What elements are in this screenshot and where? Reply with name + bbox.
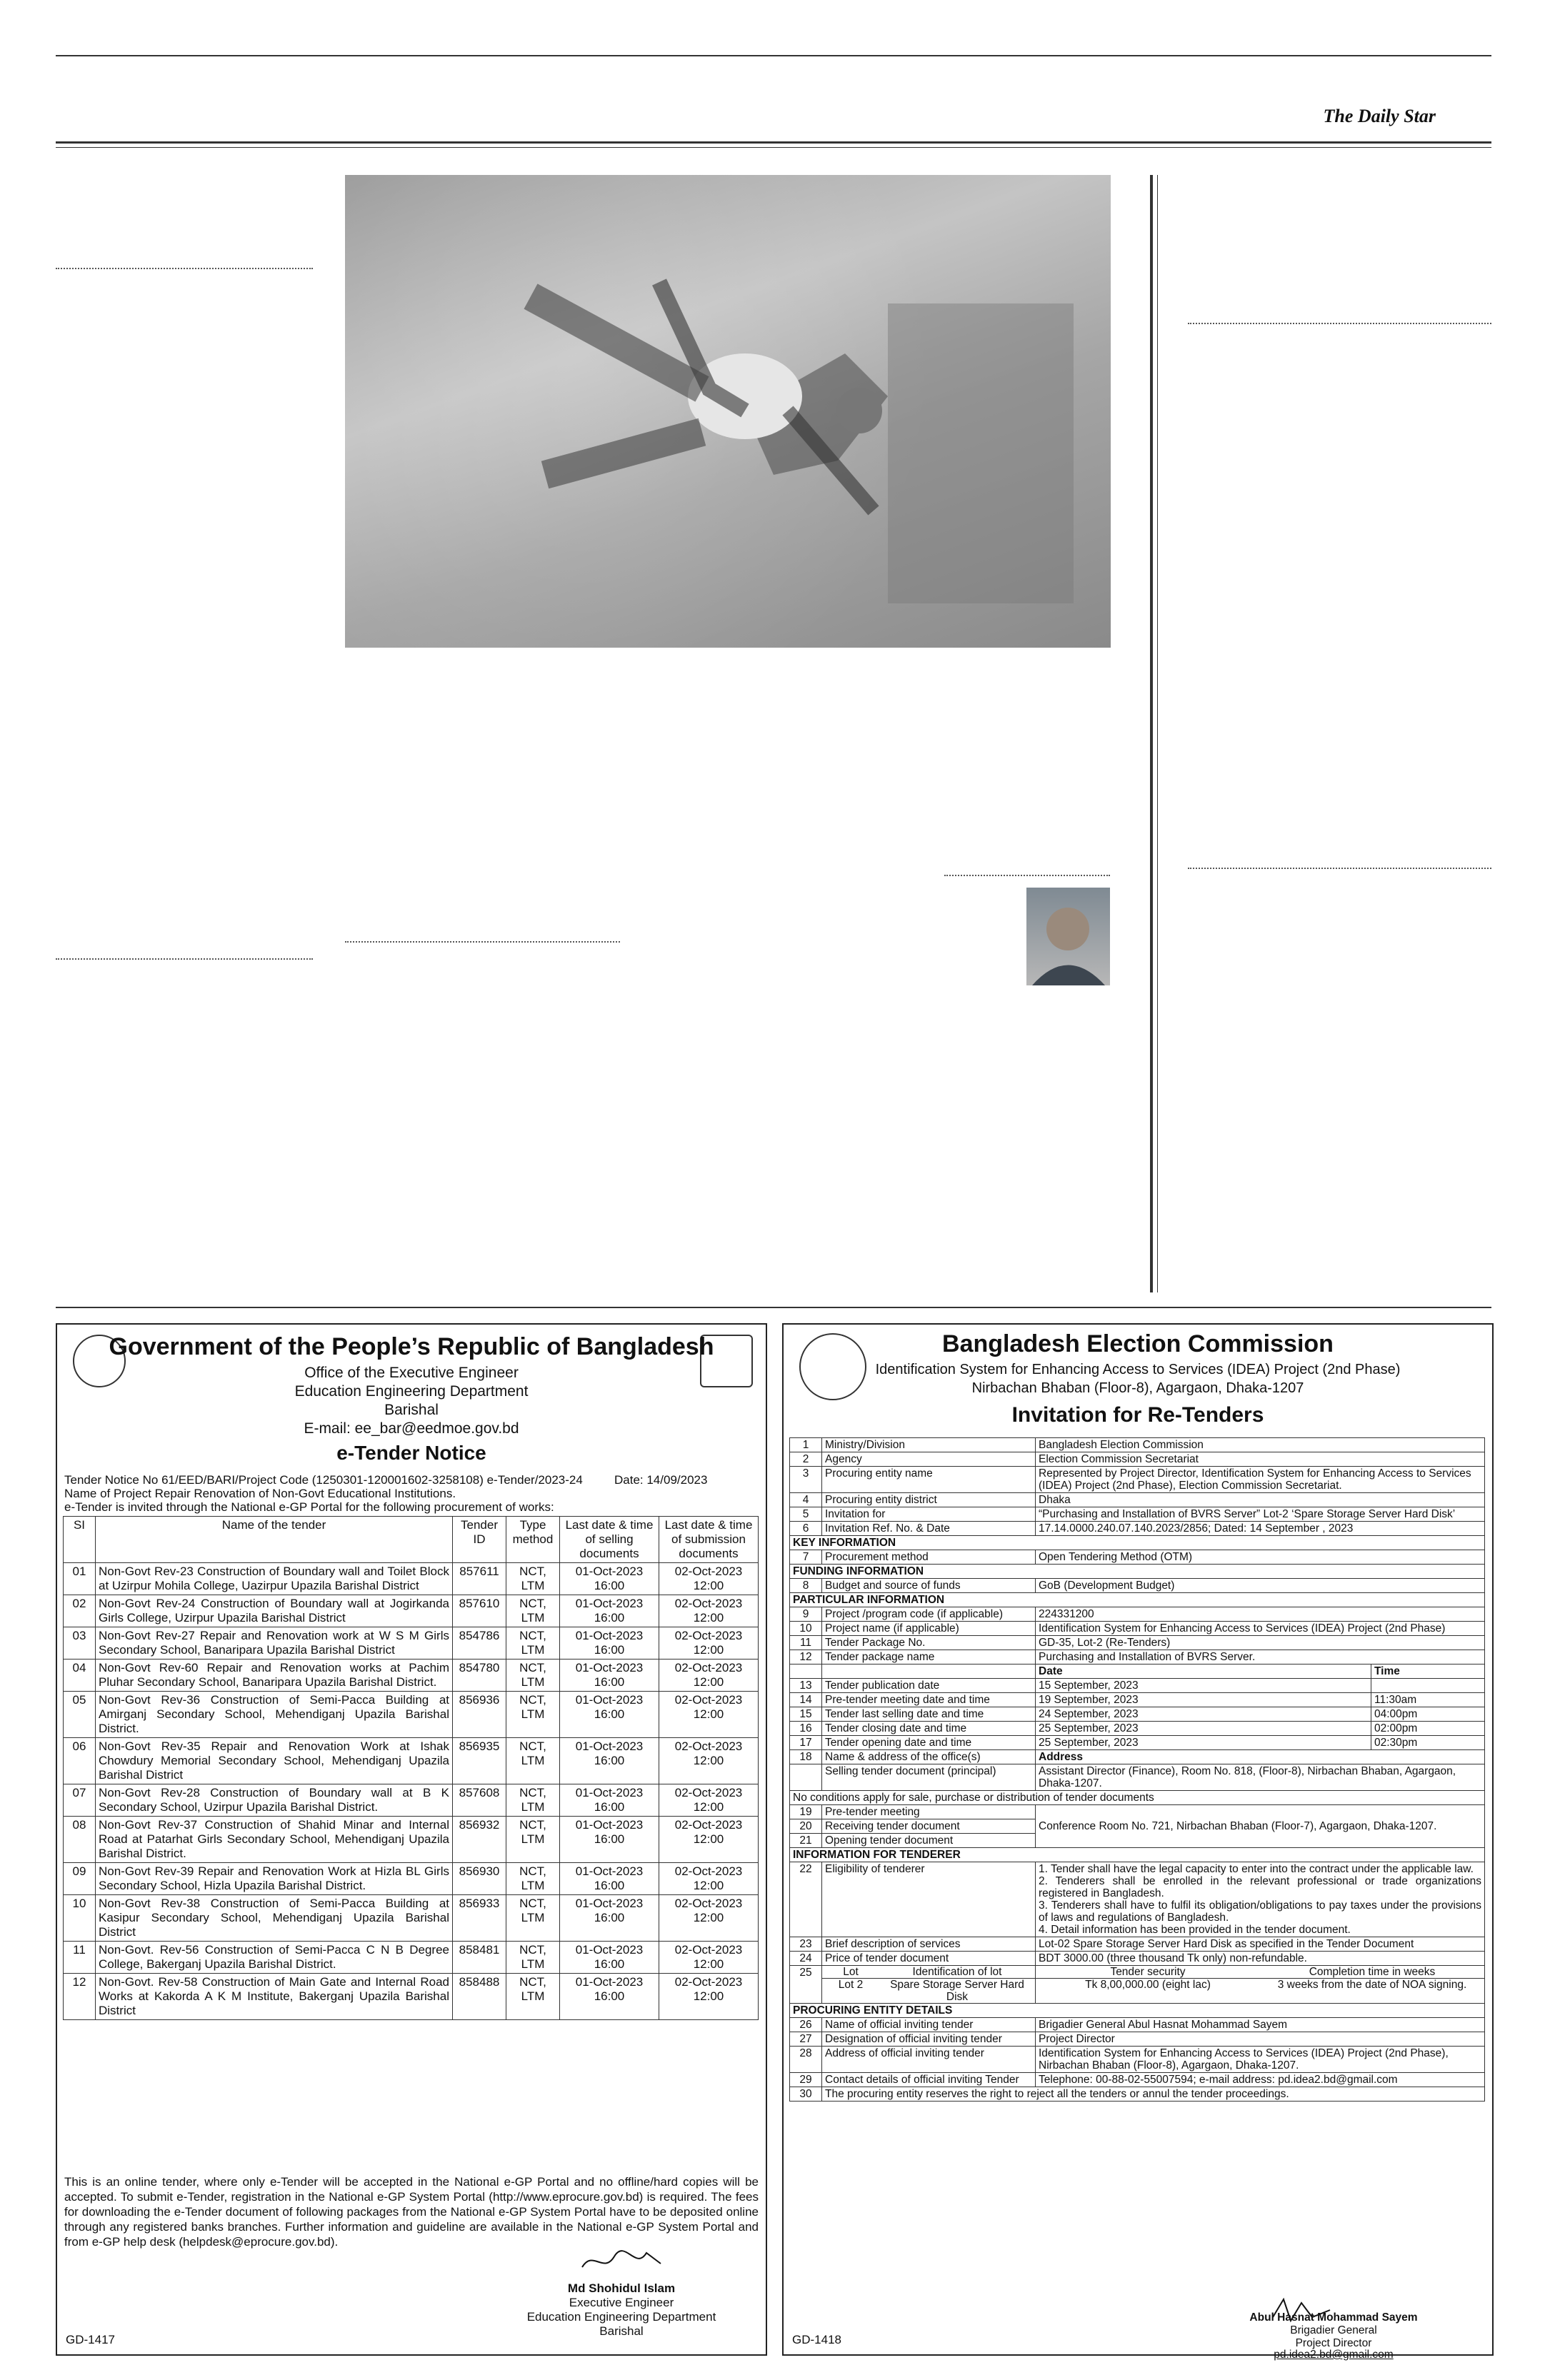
cell-si: 09 bbox=[64, 1863, 96, 1895]
cell-type: NCT, LTM bbox=[506, 1738, 560, 1784]
cell-name: Non-Govt Rev-36 Construction of Semi-Pacca Building at Amirganj Secondary School, Mehendiganj Upazila Barishal District. bbox=[96, 1692, 453, 1738]
table-row bbox=[790, 1452, 1485, 1467]
cell-si: 11 bbox=[64, 1942, 96, 1974]
table-row bbox=[790, 1937, 1485, 1952]
table-cell: Designation of official inviting tender bbox=[822, 2032, 1036, 2047]
cell-id: 857610 bbox=[453, 1595, 506, 1627]
table-row bbox=[790, 1707, 1485, 1722]
table-row bbox=[790, 1565, 1485, 1579]
office-line: Barishal bbox=[384, 1402, 439, 1418]
table-cell: 25 September, 2023 bbox=[1036, 1736, 1371, 1750]
table-cell: 8 bbox=[790, 1579, 822, 1593]
table-cell: 2 bbox=[790, 1452, 822, 1467]
eligibility-item: 2. Tenderers shall be enrolled in the relevant professional or trade organizations registered in Bangladesh. bbox=[1039, 1875, 1481, 1899]
cell-name: Non-Govt Rev-39 Repair and Renovation Work at Hizla BL Girls Secondary School, Hizla Upazila Barishal District. bbox=[96, 1863, 453, 1895]
column-divider bbox=[1188, 323, 1491, 324]
ad-subline: Identification System for Enhancing Access to Services (IDEA) Project (2nd Phase) bbox=[875, 1362, 1401, 1377]
table-cell: Invitation for bbox=[822, 1507, 1036, 1522]
table-cell: 14 bbox=[790, 1693, 822, 1707]
table-row bbox=[790, 1862, 1485, 1937]
table-row bbox=[790, 1750, 1485, 1764]
table-cell: Ministry/Division bbox=[822, 1438, 1036, 1452]
table-cell: Lot-02 Spare Storage Server Hard Disk as specified in the Tender Document bbox=[1036, 1937, 1485, 1952]
office-line: Office of the Executive Engineer bbox=[304, 1365, 519, 1381]
table-cell: Election Commission Secretariat bbox=[1036, 1452, 1485, 1467]
signature bbox=[579, 2246, 664, 2278]
cell-id: 857611 bbox=[453, 1563, 506, 1595]
cell-si: 03 bbox=[64, 1627, 96, 1660]
table-cell: 18 bbox=[790, 1750, 822, 1764]
table-cell: 11 bbox=[790, 1636, 822, 1650]
cell-sub: 02-Oct-2023 12:00 bbox=[659, 1817, 759, 1863]
table-cell: 224331200 bbox=[1036, 1607, 1485, 1622]
table-cell: 26 bbox=[790, 2018, 822, 2032]
table-cell bbox=[790, 1764, 822, 1791]
cell-type: NCT, LTM bbox=[506, 1692, 560, 1738]
ad-title: Bangladesh Election Commission bbox=[942, 1330, 1334, 1357]
table-cell: 11:30am bbox=[1371, 1693, 1484, 1707]
cell-sell: 01-Oct-2023 16:00 bbox=[560, 1863, 659, 1895]
table-cell: GoB (Development Budget) bbox=[1036, 1579, 1485, 1593]
section-heading: KEY INFORMATION bbox=[790, 1536, 1485, 1550]
table-cell bbox=[1036, 1966, 1485, 1979]
table-row bbox=[790, 1593, 1485, 1607]
lot-cell: Lot 2 bbox=[838, 1979, 864, 1991]
cell-sell: 01-Oct-2023 16:00 bbox=[560, 1692, 659, 1738]
cell-si: 06 bbox=[64, 1738, 96, 1784]
cell-si: 02 bbox=[64, 1595, 96, 1627]
table-cell bbox=[822, 1966, 1036, 1979]
table-row bbox=[790, 1805, 1485, 1819]
cell-type: NCT, LTM bbox=[506, 1942, 560, 1974]
column-divider bbox=[345, 941, 620, 943]
table-cell: “Purchasing and Installation of BVRS Server” Lot-2 ‘Spare Storage Server Hard Disk’ bbox=[1036, 1507, 1485, 1522]
signer-line: Project Director bbox=[1295, 2337, 1372, 2349]
vertical-rule-thin bbox=[1157, 175, 1158, 1292]
table-cell: 17 bbox=[790, 1736, 822, 1750]
table-cell: 15 bbox=[790, 1707, 822, 1722]
cell-id: 856932 bbox=[453, 1817, 506, 1863]
section-heading: PARTICULAR INFORMATION bbox=[790, 1593, 1485, 1607]
cell-sub: 02-Oct-2023 12:00 bbox=[659, 1942, 759, 1974]
table-row bbox=[64, 1660, 759, 1692]
table-cell bbox=[822, 1979, 1036, 2004]
table-cell: 12 bbox=[790, 1650, 822, 1665]
cell-sub: 02-Oct-2023 12:00 bbox=[659, 1974, 759, 2020]
table-cell: 15 September, 2023 bbox=[1036, 1679, 1371, 1693]
table-cell: Project name (if applicable) bbox=[822, 1622, 1036, 1636]
table-cell: Agency bbox=[822, 1452, 1036, 1467]
table-cell: 21 bbox=[790, 1834, 822, 1848]
table-cell: Budget and source of funds bbox=[822, 1579, 1036, 1593]
table-cell bbox=[822, 1665, 1036, 1679]
table-cell: 24 bbox=[790, 1952, 822, 1966]
news-photo bbox=[345, 175, 1111, 648]
table-row bbox=[790, 1979, 1485, 2004]
table-cell: 5 bbox=[790, 1507, 822, 1522]
table-cell: BDT 3000.00 (three thousand Tk only) non-refundable. bbox=[1036, 1952, 1485, 1966]
table-cell: Name & address of the office(s) bbox=[822, 1750, 1036, 1764]
table-cell: 19 bbox=[790, 1805, 822, 1819]
table-row bbox=[790, 1438, 1485, 1452]
masthead-logo: The Daily Star bbox=[1323, 106, 1436, 126]
table-row bbox=[790, 2073, 1485, 2087]
table-cell: Project Director bbox=[1036, 2032, 1485, 2047]
table-row bbox=[790, 2047, 1485, 2073]
cell-type: NCT, LTM bbox=[506, 1817, 560, 1863]
ads-rule bbox=[56, 1307, 1491, 1308]
table-cell: 29 bbox=[790, 2073, 822, 2087]
lot-header: Completion time in weeks bbox=[1309, 1966, 1436, 1978]
cell-si: 12 bbox=[64, 1974, 96, 2020]
table-cell: Date bbox=[1036, 1665, 1371, 1679]
cell-id: 858488 bbox=[453, 1974, 506, 2020]
notice-date: Date: 14/09/2023 bbox=[614, 1473, 708, 1487]
table-cell: Invitation Ref. No. & Date bbox=[822, 1522, 1036, 1536]
cell-type: NCT, LTM bbox=[506, 1863, 560, 1895]
cell-name: Non-Govt Rev-28 Construction of Boundary wall at B K Secondary School, Uzirpur Upazila Barishal District. bbox=[96, 1784, 453, 1817]
table-cell: Tender last selling date and time bbox=[822, 1707, 1036, 1722]
table-cell: 13 bbox=[790, 1679, 822, 1693]
table-cell: 10 bbox=[790, 1622, 822, 1636]
table-cell: Represented by Project Director, Identification System for Enhancing Access to Services (IDEA) Project (2nd Phase), Election Commission Secretariat. bbox=[1036, 1467, 1485, 1493]
table-cell: Assistant Director (Finance), Room No. 818, (Floor-8), Nirbachan Bhaban, Agargaon, Dhaka-1207. bbox=[1036, 1764, 1485, 1791]
cell-id: 856930 bbox=[453, 1863, 506, 1895]
cell-id: 856935 bbox=[453, 1738, 506, 1784]
signer-name: Md Shohidul Islam bbox=[567, 2281, 676, 2295]
table-row bbox=[790, 1736, 1485, 1750]
table-cell: Purchasing and Installation of BVRS Server. bbox=[1036, 1650, 1485, 1665]
table-cell: 4 bbox=[790, 1493, 822, 1507]
tender-table bbox=[63, 1516, 759, 2020]
table-row bbox=[790, 1607, 1485, 1622]
signer-line: Education Engineering Department bbox=[526, 2310, 716, 2324]
column-divider bbox=[56, 268, 313, 269]
header-rule bbox=[56, 141, 1491, 144]
cell-id: 858481 bbox=[453, 1942, 506, 1974]
table-cell: Tender publication date bbox=[822, 1679, 1036, 1693]
cell-id: 856936 bbox=[453, 1692, 506, 1738]
cell-type: NCT, LTM bbox=[506, 1595, 560, 1627]
table-row bbox=[790, 1848, 1485, 1862]
table-cell: Selling tender document (principal) bbox=[822, 1764, 1036, 1791]
table-row bbox=[790, 1665, 1485, 1679]
table-cell bbox=[1371, 1679, 1484, 1693]
cell-sell: 01-Oct-2023 16:00 bbox=[560, 1595, 659, 1627]
lot-header: Lot bbox=[843, 1966, 859, 1978]
cell-sub: 02-Oct-2023 12:00 bbox=[659, 1738, 759, 1784]
ad-title: Government of the People’s Republic of Bangladesh bbox=[109, 1333, 714, 1360]
table-cell: 17.14.0000.240.07.140.2023/2856; Dated: 14 September , 2023 bbox=[1036, 1522, 1485, 1536]
eligibility-item: 4. Detail information has been provided in the tender document. bbox=[1039, 1924, 1351, 1936]
cell-name: Non-Govt. Rev-56 Construction of Semi-Pacca C N B Degree College, Bakerganj Upazila Barishal District. bbox=[96, 1942, 453, 1974]
table-row bbox=[790, 1636, 1485, 1650]
table-cell: Procuring entity district bbox=[822, 1493, 1036, 1507]
vertical-rule bbox=[1150, 175, 1153, 1292]
table-row bbox=[64, 1738, 759, 1784]
table-row bbox=[790, 1679, 1485, 1693]
lot-header: Tender security bbox=[1110, 1966, 1186, 1978]
ad-code: GD-1418 bbox=[792, 2333, 841, 2346]
cell-sub: 02-Oct-2023 12:00 bbox=[659, 1863, 759, 1895]
table-row bbox=[64, 1595, 759, 1627]
table-cell: Identification System for Enhancing Access to Services (IDEA) Project (2nd Phase), Nirbachan Bhaban (Floor-8), Agargaon, Dhaka-1207. bbox=[1036, 2047, 1485, 2073]
cell-sub: 02-Oct-2023 12:00 bbox=[659, 1784, 759, 1817]
invitation-retenders-ad bbox=[782, 1323, 1494, 2361]
table-row bbox=[790, 1579, 1485, 1593]
table-row bbox=[790, 1522, 1485, 1536]
cell-type: NCT, LTM bbox=[506, 1627, 560, 1660]
table-row bbox=[790, 1693, 1485, 1707]
cell-name: Non-Govt Rev-60 Repair and Renovation works at Pachim Pluhar Secondary School, Banaripara Upazila Barishal District. bbox=[96, 1660, 453, 1692]
cell-si: 04 bbox=[64, 1660, 96, 1692]
eligibility-item: 1. Tender shall have the legal capacity to enter into the contract under the applicable law. bbox=[1039, 1863, 1474, 1875]
table-row bbox=[790, 1467, 1485, 1493]
cell-sub: 02-Oct-2023 12:00 bbox=[659, 1595, 759, 1627]
cell-name: Non-Govt. Rev-58 Construction of Main Gate and Internal Road Works at Kakorda A K M Institute, Bakerganj Upazila Barishal District bbox=[96, 1974, 453, 2020]
table-cell: 6 bbox=[790, 1522, 822, 1536]
email-line: E-mail: ee_bar@eedmoe.gov.bd bbox=[304, 1420, 519, 1437]
table-cell: Telephone: 00-88-02-55007594; e-mail address: pd.idea2.bd@gmail.com bbox=[1036, 2073, 1485, 2087]
table-cell: 9 bbox=[790, 1607, 822, 1622]
table-header: SI Name of the tender Tender ID Type method Last date & time of selling documents Last date & time of submission documents bbox=[64, 1517, 759, 1563]
table-row bbox=[64, 1942, 759, 1974]
cell-sell: 01-Oct-2023 16:00 bbox=[560, 1974, 659, 2020]
table-cell: 27 bbox=[790, 2032, 822, 2047]
table-cell: Tender closing date and time bbox=[822, 1722, 1036, 1736]
table-cell: 22 bbox=[790, 1862, 822, 1937]
table-row bbox=[790, 1622, 1485, 1636]
table-row bbox=[64, 1784, 759, 1817]
table-row bbox=[64, 1817, 759, 1863]
cell-si: 05 bbox=[64, 1692, 96, 1738]
table-cell: 30 bbox=[790, 2087, 822, 2102]
cell-type: NCT, LTM bbox=[506, 1974, 560, 2020]
cell-sub: 02-Oct-2023 12:00 bbox=[659, 1895, 759, 1942]
table-row bbox=[790, 1764, 1485, 1791]
table-row bbox=[64, 1974, 759, 2020]
cell-id: 857608 bbox=[453, 1784, 506, 1817]
table-cell: 02:30pm bbox=[1371, 1736, 1484, 1750]
ad-heading: Invitation for Re-Tenders bbox=[1011, 1403, 1264, 1427]
ad-subline: Nirbachan Bhaban (Floor-8), Agargaon, Dhaka-1207 bbox=[971, 1380, 1304, 1396]
table-cell: Dhaka bbox=[1036, 1493, 1485, 1507]
table-cell: Pre-tender meeting date and time bbox=[822, 1693, 1036, 1707]
cell-name: Non-Govt Rev-35 Repair and Renovation Work at Ishak Chowdury Memorial Secondary School, Mehendiganj Upazila Barishal District bbox=[96, 1738, 453, 1784]
table-cell: 3 bbox=[790, 1467, 822, 1493]
table-row bbox=[790, 2087, 1485, 2102]
table-row bbox=[790, 1791, 1485, 1805]
table-row bbox=[790, 1507, 1485, 1522]
header-rule-thin bbox=[56, 147, 1491, 148]
office-line: Education Engineering Department bbox=[294, 1383, 529, 1400]
cell-si: 10 bbox=[64, 1895, 96, 1942]
table-cell bbox=[1036, 1862, 1485, 1937]
lot-cell: 3 weeks from the date of NOA signing. bbox=[1277, 1979, 1467, 1991]
table-cell: 25 September, 2023 bbox=[1036, 1722, 1371, 1736]
table-row bbox=[790, 2032, 1485, 2047]
signer-name: Abul Hasnat Mohammad Sayem bbox=[1249, 2311, 1418, 2324]
cell-sell: 01-Oct-2023 16:00 bbox=[560, 1738, 659, 1784]
table-row bbox=[64, 1863, 759, 1895]
column-divider bbox=[56, 958, 313, 960]
cell-sell: 01-Oct-2023 16:00 bbox=[560, 1942, 659, 1974]
cell-id: 854786 bbox=[453, 1627, 506, 1660]
table-row bbox=[790, 1493, 1485, 1507]
table-row bbox=[790, 1550, 1485, 1565]
invite-line: e-Tender is invited through the National e-GP Portal for the following procurement of works: bbox=[64, 1500, 554, 1514]
table-cell: Receiving tender document bbox=[822, 1819, 1036, 1834]
table-cell: 1 bbox=[790, 1438, 822, 1452]
column-divider bbox=[1188, 868, 1491, 869]
table-cell: No conditions apply for sale, purchase or distribution of tender documents bbox=[790, 1791, 1485, 1805]
table-row bbox=[790, 1722, 1485, 1736]
cell-type: NCT, LTM bbox=[506, 1660, 560, 1692]
table-cell: Project /program code (if applicable) bbox=[822, 1607, 1036, 1622]
cell-sell: 01-Oct-2023 16:00 bbox=[560, 1627, 659, 1660]
table-cell: Identification System for Enhancing Access to Services (IDEA) Project (2nd Phase) bbox=[1036, 1622, 1485, 1636]
table-cell bbox=[1036, 1979, 1485, 2004]
table-cell: Eligibility of tenderer bbox=[822, 1862, 1036, 1937]
table-cell: 28 bbox=[790, 2047, 822, 2073]
table-cell: Procurement method bbox=[822, 1550, 1036, 1565]
table-cell: Address bbox=[1036, 1750, 1485, 1764]
signer-line: Executive Engineer bbox=[569, 2296, 674, 2309]
section-heading: FUNDING INFORMATION bbox=[790, 1565, 1485, 1579]
section-heading: PROCURING ENTITY DETAILS bbox=[790, 2004, 1485, 2018]
table-cell: Price of tender document bbox=[822, 1952, 1036, 1966]
tender-info-table bbox=[789, 1437, 1485, 2102]
cell-sell: 01-Oct-2023 16:00 bbox=[560, 1660, 659, 1692]
cell-name: Non-Govt Rev-38 Construction of Semi-Pacca Building at Kasipur Secondary School, Mehendiganj Upazila Barishal District bbox=[96, 1895, 453, 1942]
table-cell: Name of official inviting tender bbox=[822, 2018, 1036, 2032]
table-cell: Tender Package No. bbox=[822, 1636, 1036, 1650]
table-cell: Open Tendering Method (OTM) bbox=[1036, 1550, 1485, 1565]
table-cell: Conference Room No. 721, Nirbachan Bhaban (Floor-7), Agargaon, Dhaka-1207. bbox=[1036, 1805, 1485, 1848]
cell-name: Non-Govt Rev-24 Construction of Boundary wall at Jogirkanda Girls College, Uzirpur Upazila Barishal District bbox=[96, 1595, 453, 1627]
table-row bbox=[790, 1650, 1485, 1665]
table-cell: Pre-tender meeting bbox=[822, 1805, 1036, 1819]
lot-cell: Spare Storage Server Hard Disk bbox=[890, 1979, 1024, 2003]
table-row bbox=[790, 2004, 1485, 2018]
table-cell: 24 September, 2023 bbox=[1036, 1707, 1371, 1722]
table-cell: 7 bbox=[790, 1550, 822, 1565]
cell-sub: 02-Oct-2023 12:00 bbox=[659, 1627, 759, 1660]
cell-type: NCT, LTM bbox=[506, 1784, 560, 1817]
etender-notice-ad bbox=[56, 1323, 767, 2356]
table-row bbox=[64, 1895, 759, 1942]
table-cell: 20 bbox=[790, 1819, 822, 1834]
table-cell: 02:00pm bbox=[1371, 1722, 1484, 1736]
table-cell: Bangladesh Election Commission bbox=[1036, 1438, 1485, 1452]
top-rule bbox=[56, 55, 1491, 56]
cell-id: 856933 bbox=[453, 1895, 506, 1942]
cell-type: NCT, LTM bbox=[506, 1563, 560, 1595]
cell-sell: 01-Oct-2023 16:00 bbox=[560, 1817, 659, 1863]
table-cell: Tender package name bbox=[822, 1650, 1036, 1665]
table-cell: Time bbox=[1371, 1665, 1484, 1679]
table-cell: 19 September, 2023 bbox=[1036, 1693, 1371, 1707]
table-cell: 16 bbox=[790, 1722, 822, 1736]
table-row bbox=[64, 1563, 759, 1595]
notice-title: e-Tender Notice bbox=[336, 1442, 486, 1464]
cell-si: 08 bbox=[64, 1817, 96, 1863]
table-cell: Tender opening date and time bbox=[822, 1736, 1036, 1750]
cell-sell: 01-Oct-2023 16:00 bbox=[560, 1784, 659, 1817]
table-cell: 23 bbox=[790, 1937, 822, 1952]
signer-line: Brigadier General bbox=[1290, 2324, 1377, 2336]
footer-text: This is an online tender, where only e-Tender will be accepted in the National e-GP Portal and no offline/hard copies will be accepted. To submit e-Tender, registration in the National e-GP System Portal (http://www.eprocure.gov.bd) is required. The fees for downloading the e-Tender document of following packages from the National e-GP System Portal have to be deposited online through any registered banks branches. Further information and guideline are available in the National e-GP System Portal and from e-GP help desk (helpdesk@eprocure.gov.bd). bbox=[64, 2175, 759, 2249]
cell-type: NCT, LTM bbox=[506, 1895, 560, 1942]
column-divider bbox=[944, 875, 1110, 876]
table-cell: Opening tender document bbox=[822, 1834, 1036, 1848]
eligibility-item: 3. Tenderers shall have to fulfil its obligation/obligations to pay taxes under the provisions of laws and regulations of Bangladesh. bbox=[1039, 1899, 1481, 1924]
cell-si: 01 bbox=[64, 1563, 96, 1595]
cell-name: Non-Govt Rev-27 Repair and Renovation work at W S M Girls Secondary School, Banaripara Upazila Barishal District bbox=[96, 1627, 453, 1660]
columnist-portrait bbox=[1026, 888, 1110, 985]
lot-cell: Tk 8,00,000.00 (eight lac) bbox=[1085, 1979, 1211, 1991]
table-cell: The procuring entity reserves the right to reject all the tenders or annul the tender proceedings. bbox=[822, 2087, 1485, 2102]
signer-email: pd.idea2.bd@gmail.com bbox=[1274, 2349, 1394, 2361]
tender-notice-no: Tender Notice No 61/EED/BARI/Project Code (1250301-120001602-3258108) e-Tender/2023-24 bbox=[64, 1473, 583, 1487]
cell-sell: 01-Oct-2023 16:00 bbox=[560, 1563, 659, 1595]
cell-name: Non-Govt Rev-23 Construction of Boundary wall and Toilet Block at Uzirpur Mohila College, Uazirpur Upazila Barishal District bbox=[96, 1563, 453, 1595]
cell-si: 07 bbox=[64, 1784, 96, 1817]
section-heading: INFORMATION FOR TENDERER bbox=[790, 1848, 1485, 1862]
table-cell bbox=[790, 1665, 822, 1679]
cell-sub: 02-Oct-2023 12:00 bbox=[659, 1692, 759, 1738]
cell-sell: 01-Oct-2023 16:00 bbox=[560, 1895, 659, 1942]
table-row bbox=[790, 2018, 1485, 2032]
table-cell: Address of official inviting tender bbox=[822, 2047, 1036, 2073]
table-cell: 25 bbox=[790, 1966, 822, 2004]
table-row bbox=[64, 1692, 759, 1738]
cell-sub: 02-Oct-2023 12:00 bbox=[659, 1660, 759, 1692]
table-row bbox=[64, 1627, 759, 1660]
table-cell: Brief description of services bbox=[822, 1937, 1036, 1952]
table-row bbox=[790, 1952, 1485, 1966]
cell-id: 854780 bbox=[453, 1660, 506, 1692]
table-cell: GD-35, Lot-2 (Re-Tenders) bbox=[1036, 1636, 1485, 1650]
project-name: Name of Project Repair Renovation of Non-Govt Educational Institutions. bbox=[64, 1487, 456, 1500]
cell-name: Non-Govt Rev-37 Construction of Shahid Minar and Internal Road at Patarhat Girls Secondary School, Mehendiganj Upazila Barishal District. bbox=[96, 1817, 453, 1863]
cell-sub: 02-Oct-2023 12:00 bbox=[659, 1563, 759, 1595]
ad-code: GD-1417 bbox=[66, 2333, 115, 2346]
table-cell: Brigadier General Abul Hasnat Mohammad Sayem bbox=[1036, 2018, 1485, 2032]
table-cell: Procuring entity name bbox=[822, 1467, 1036, 1493]
table-row bbox=[790, 1536, 1485, 1550]
table-row bbox=[790, 1966, 1485, 1979]
signer-line: Barishal bbox=[599, 2324, 644, 2338]
lot-header: Identification of lot bbox=[912, 1966, 1002, 1978]
table-cell: 04:00pm bbox=[1371, 1707, 1484, 1722]
table-cell: Contact details of official inviting Tender bbox=[822, 2073, 1036, 2087]
